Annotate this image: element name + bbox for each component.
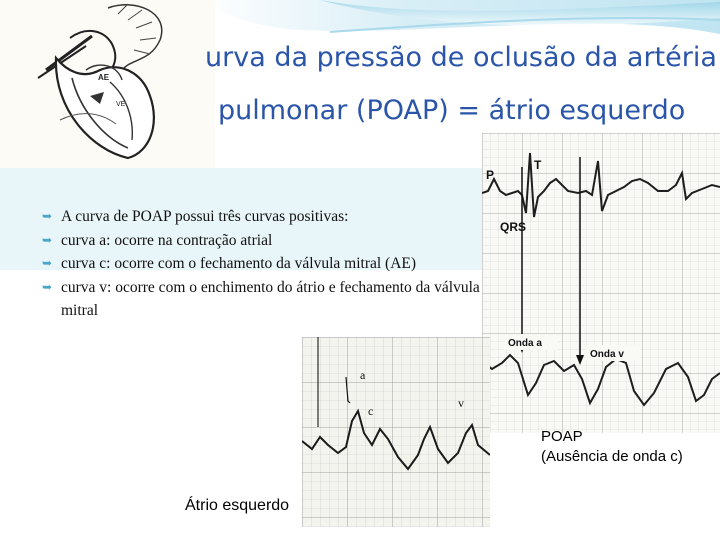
bullet-item — [40, 229, 490, 253]
tracing-label-v: v — [458, 396, 464, 410]
bullet-item — [40, 276, 490, 323]
ecg-label-p: P — [486, 168, 495, 182]
tracing-label-c: c — [368, 404, 374, 418]
heart-label-atrium: AE — [98, 73, 110, 82]
bullet-text: A curva de POAP possui três curvas positivas: — [61, 208, 349, 225]
bullet-text: curva v: ocorre com o enchimento do átrio e fechamento da válvula mitral — [61, 278, 480, 319]
poap-ecg-tracing — [482, 133, 720, 433]
curly-arrow-icon: ➥ — [42, 209, 53, 223]
curly-arrow-icon: ➥ — [42, 232, 53, 247]
ecg-label-wave-a: Onda a — [508, 338, 542, 349]
curly-arrow-icon: ➥ — [42, 279, 53, 294]
bullet-item — [40, 205, 490, 229]
title-line-2: pulmonar (POAP) = átrio esquerdo — [218, 95, 686, 126]
ecg-label-t: T — [534, 158, 542, 172]
poap-caption-note: (Ausência de onda c) — [541, 448, 683, 465]
curly-arrow-icon: ➥ — [42, 256, 53, 270]
left-atrium-caption: Átrio esquerdo — [185, 497, 290, 514]
bullet-text: curva c: ocorre com o fechamento da válvula mitral (AE) — [61, 255, 417, 272]
heart-illustration — [0, 0, 215, 168]
poap-caption-title: POAP — [541, 428, 583, 445]
ecg-label-qrs: QRS — [500, 220, 527, 234]
bullet-text: curva a: ocorre na contração atrial — [61, 231, 273, 249]
left-atrium-tracing — [302, 337, 490, 527]
heart-label-ventricle: VE — [116, 101, 126, 108]
tracing-label-a: a — [360, 368, 366, 382]
bullet-list — [40, 205, 490, 323]
title-line-1: urva da pressão de oclusão da artéria — [205, 42, 717, 73]
ecg-label-wave-v: Onda v — [590, 349, 624, 360]
bullet-item — [40, 252, 490, 276]
